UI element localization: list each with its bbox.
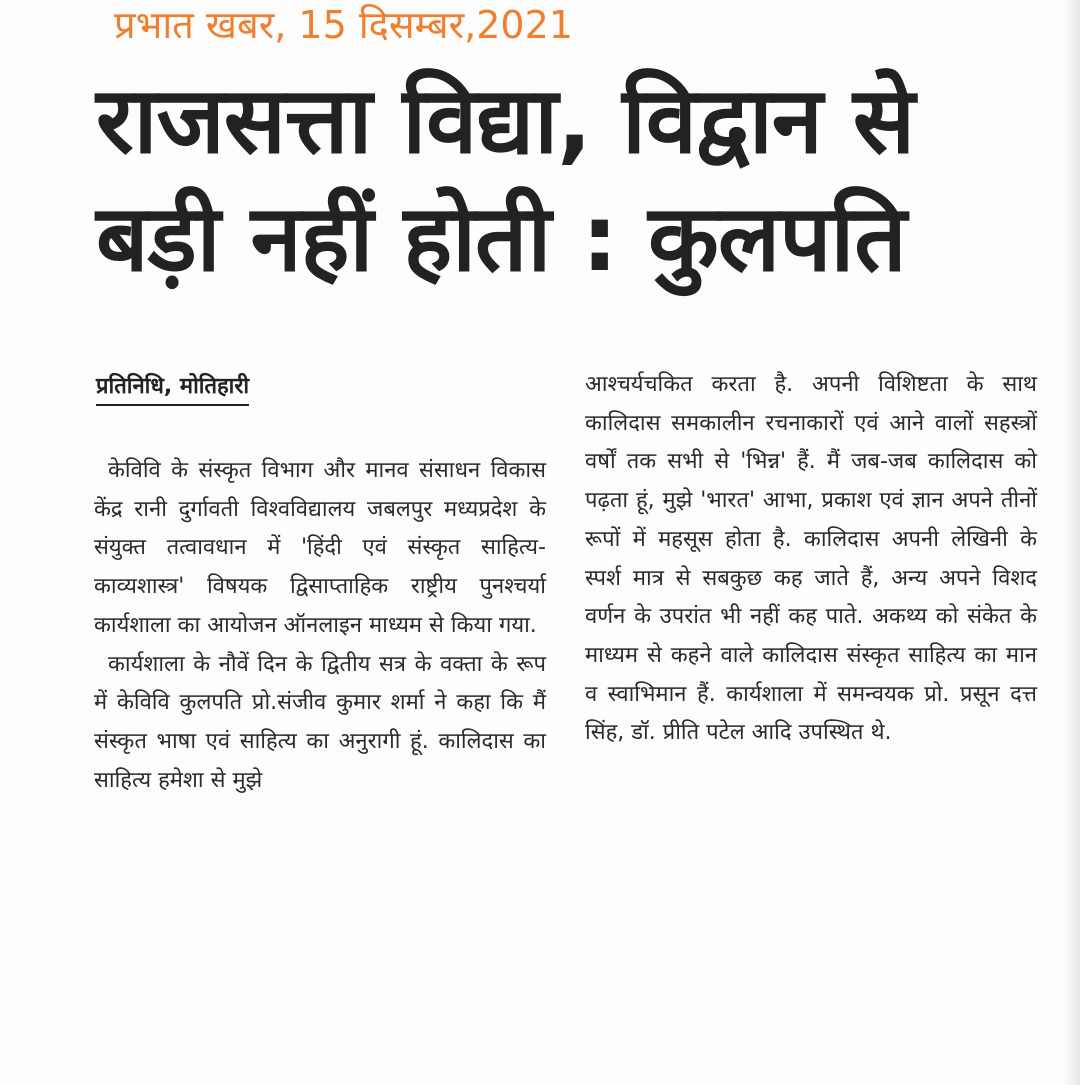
page-edge-shadow: [1062, 0, 1080, 1085]
paragraph-1: केविवि के संस्कृत विभाग और मानव संसाधन विकास केंद्र रानी दुर्गावती विश्वविद्यालय जबलपुर मध्यप्रदेश के संयुक्त तत्वावधान में 'हिंदी एवं संस्कृत साहित्य-काव्यशास्त्र' विषयक द्विसाप्ताहिक राष्ट्रीय पुनश्चर्या कार्यशाला का आयोजन ऑनलाइन माध्यम से किया गया.: [94, 458, 546, 638]
paragraph-2: कार्यशाला के नौवें दिन के द्वितीय सत्र के वक्ता के रूप में केविवि कुलपति प्रो.संजीव कुमार शर्मा ने कहा कि मैं संस्कृत भाषा एवं साहित्य का अनुरागी हूं. कालिदास का साहित्य हमेशा से मुझे: [94, 651, 546, 793]
article-column-right: [585, 366, 1037, 753]
headline-line-2: बड़ी नहीं होती : कुलपति: [96, 185, 906, 292]
byline: प्रतिनिधि, मोतिहारी: [96, 370, 249, 406]
headline: [96, 62, 1056, 298]
publication-date-line: प्रभात खबर, 15 दिसम्बर,2021: [114, 3, 573, 47]
article-column-left: [94, 452, 546, 800]
paragraph-3: आश्चर्यचकित करता है. अपनी विशिष्टता के साथ कालिदास समकालीन रचनाकारों एवं आने वालों सहस्त्रों वर्षों तक सभी से 'भिन्न' हैं. मैं जब-जब कालिदास को पढ़ता हूं, मुझे 'भारत' आभा, प्रकाश एवं ज्ञान अपने तीनों रूपों में महसूस होता है. कालिदास अपनी लेखिनी के स्पर्श मात्र से सबकुछ कह जाते हैं, अन्य अपने विशद वर्णन के उपरांत भी नहीं कह पाते. अकथ्य को संकेत के माध्यम से कहने वाले कालिदास संस्कृत साहित्य का मान व स्वाभिमान हैं. कार्यशाला में समन्वयक प्रो. प्रसून दत्त सिंह, डॉ. प्रीति पटेल आदि उपस्थित थे.: [585, 372, 1037, 746]
headline-line-1: राजसत्ता विद्या, विद्वान से: [96, 67, 915, 174]
